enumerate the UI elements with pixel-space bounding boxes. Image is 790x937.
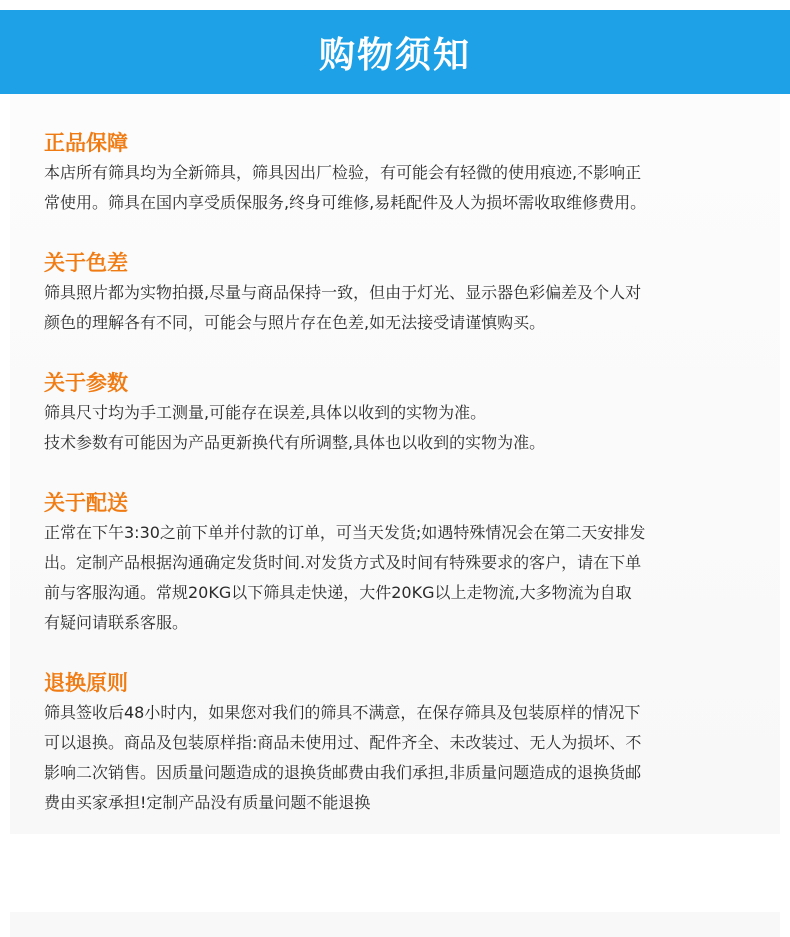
section-line: 常使用。筛具在国内享受质保服务,终身可维修,易耗配件及人为损坏需收取维修费用。 [44, 193, 647, 212]
section-line: 筛具尺寸均为手工测量,可能存在误差,具体以收到的实物为准。 [44, 403, 487, 422]
section-title: 关于色差 [44, 251, 128, 275]
section-color-difference [44, 249, 724, 338]
section-delivery [44, 489, 724, 638]
bottom-strip [10, 912, 780, 937]
section-body [44, 158, 724, 218]
header-banner [0, 10, 790, 94]
section-title: 关于参数 [44, 371, 128, 395]
section-body [44, 398, 724, 458]
section-parameters [44, 369, 724, 458]
section-line: 出。定制产品根据沟通确定发货时间.对发货方式及时间有特殊要求的客户，请在下单 [44, 553, 642, 572]
section-body [44, 518, 724, 638]
section-line: 筛具签收后48小时内，如果您对我们的筛具不满意，在保存筛具及包装原样的情况下 [44, 703, 641, 722]
section-line: 有疑问请联系客服。 [44, 613, 189, 632]
section-line: 筛具照片都为实物拍摄,尽量与商品保持一致，但由于灯光、显示器色彩偏差及个人对 [44, 283, 642, 302]
page-title: 购物须知 [318, 34, 471, 76]
section-line: 正常在下午3:30之前下单并付款的订单，可当天发货;如遇特殊情况会在第二天安排发 [44, 523, 646, 542]
section-line: 技术参数有可能因为产品更新换代有所调整,具体也以收到的实物为准。 [44, 433, 546, 452]
section-title: 关于配送 [44, 491, 128, 515]
section-line: 可以退换。商品及包装原样指:商品未使用过、配件齐全、未改装过、无人为损坏、不 [44, 733, 642, 752]
section-body [44, 698, 724, 818]
section-line: 费由买家承担!定制产品没有质量问题不能退换 [44, 793, 371, 812]
section-title: 正品保障 [44, 131, 128, 155]
section-line: 颜色的理解各有不同，可能会与照片存在色差,如无法接受请谨慎购买。 [44, 313, 546, 332]
section-line: 前与客服沟通。常规20KG以下筛具走快递，大件20KG以上走物流,大多物流为自取 [44, 583, 632, 602]
section-return-policy [44, 669, 724, 818]
section-title: 退换原则 [44, 671, 128, 695]
section-authentic-guarantee [44, 129, 724, 218]
section-line: 影响二次销售。因质量问题造成的退换货邮费由我们承担,非质量问题造成的退换货邮 [44, 763, 642, 782]
section-line: 本店所有筛具均为全新筛具，筛具因出厂检验，有可能会有轻微的使用痕迹,不影响正 [44, 163, 642, 182]
section-body [44, 278, 724, 338]
